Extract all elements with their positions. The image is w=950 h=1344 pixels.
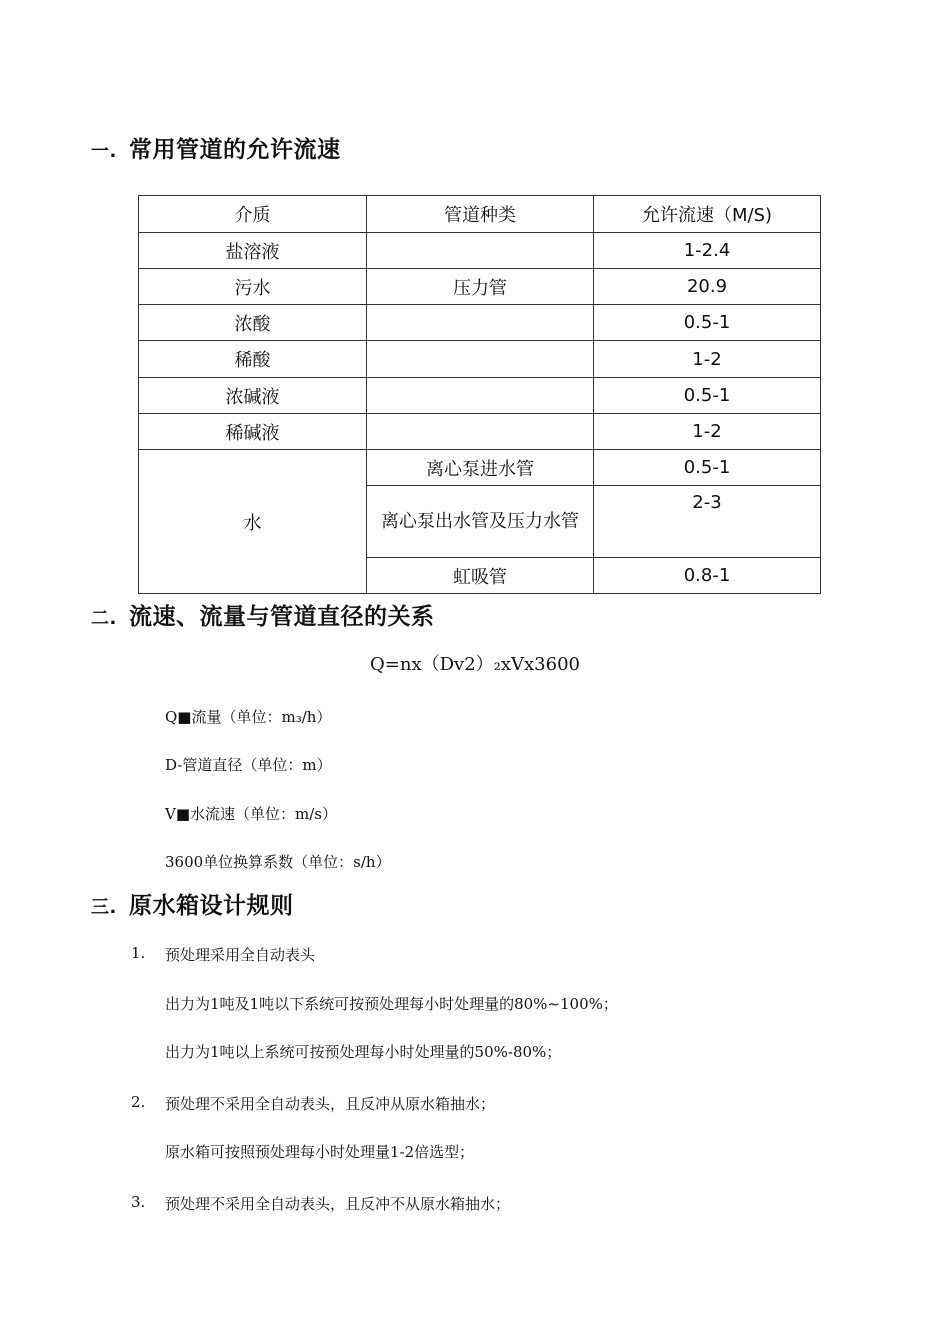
section-number: 一. bbox=[91, 141, 117, 162]
table-row bbox=[139, 414, 821, 450]
pipe-cell bbox=[367, 305, 594, 341]
header-cell: 介质 bbox=[139, 196, 367, 233]
section-1-heading bbox=[91, 131, 341, 164]
definition-v: V■水流速（单位：m/s） bbox=[165, 805, 337, 823]
flow-formula: Q=nx（Dv2）₂xVx3600 bbox=[370, 654, 580, 675]
section-title: 常用管道的允许流速 bbox=[129, 137, 341, 163]
section-2-heading bbox=[91, 598, 435, 631]
pipe-cell: 压力管 bbox=[367, 269, 594, 305]
table-row bbox=[139, 233, 821, 269]
speed-cell: 1-2 bbox=[594, 414, 821, 450]
medium-cell: 盐溶液 bbox=[139, 233, 367, 269]
section-3-heading bbox=[91, 887, 294, 920]
pipe-cell bbox=[367, 341, 594, 378]
table-row bbox=[139, 269, 821, 305]
list-item-number: 1. bbox=[131, 944, 146, 962]
section-title: 流速、流量与管道直径的关系 bbox=[129, 604, 435, 630]
definition-d: D-管道直径（单位：m） bbox=[165, 756, 332, 774]
list-item: 预处理不采用全自动表头，且反冲从原水箱抽水； bbox=[165, 1095, 496, 1113]
section-number: 三. bbox=[91, 897, 117, 918]
medium-cell: 稀酸 bbox=[139, 341, 367, 378]
header-cell: 管道种类 bbox=[367, 196, 594, 233]
medium-cell: 污水 bbox=[139, 269, 367, 305]
table-row bbox=[139, 341, 821, 378]
list-item-detail: 出力为1吨及1吨以下系统可按预处理每小时处理量的80%~100%； bbox=[165, 995, 618, 1013]
table-row bbox=[139, 450, 821, 486]
pipe-cell: 虹吸管 bbox=[367, 558, 594, 594]
list-item-detail: 原水箱可按照预处理每小时处理量1-2倍选型； bbox=[165, 1143, 475, 1161]
table-header-row bbox=[139, 196, 821, 233]
speed-cell: 1-2 bbox=[594, 341, 821, 378]
speed-cell: 1-2.4 bbox=[594, 233, 821, 269]
pipe-cell: 离心泵出水管及压力水管 bbox=[367, 486, 594, 558]
section-title: 原水箱设计规则 bbox=[129, 893, 294, 919]
pipe-cell: 离心泵进水管 bbox=[367, 450, 594, 486]
speed-cell: 0.5-1 bbox=[594, 450, 821, 486]
list-item-number: 2. bbox=[131, 1093, 146, 1111]
pipe-cell bbox=[367, 378, 594, 414]
pipe-cell bbox=[367, 414, 594, 450]
speed-cell: 20.9 bbox=[594, 269, 821, 305]
medium-cell-water: 水 bbox=[139, 450, 367, 594]
speed-cell: 0.8-1 bbox=[594, 558, 821, 594]
medium-cell: 稀碱液 bbox=[139, 414, 367, 450]
table-row bbox=[139, 305, 821, 341]
medium-cell: 浓酸 bbox=[139, 305, 367, 341]
list-item: 预处理采用全自动表头 bbox=[165, 946, 316, 964]
speed-cell: 2-3 bbox=[594, 486, 821, 558]
definition-q: Q■流量（单位：m₃/h） bbox=[165, 708, 332, 726]
speed-cell: 0.5-1 bbox=[594, 378, 821, 414]
medium-cell: 浓碱液 bbox=[139, 378, 367, 414]
header-cell: 允许流速（M/S) bbox=[594, 196, 821, 233]
speed-cell: 0.5-1 bbox=[594, 305, 821, 341]
flow-speed-table bbox=[138, 195, 821, 594]
list-item-detail: 出力为1吨以上系统可按预处理每小时处理量的50%-80%； bbox=[165, 1043, 562, 1061]
list-item: 预处理不采用全自动表头，且反冲不从原水箱抽水； bbox=[165, 1195, 511, 1213]
pipe-cell bbox=[367, 233, 594, 269]
table-row bbox=[139, 378, 821, 414]
definition-3600: 3600单位换算系数（单位：s/h） bbox=[165, 853, 391, 871]
list-item-number: 3. bbox=[131, 1193, 146, 1211]
section-number: 二. bbox=[91, 608, 117, 629]
